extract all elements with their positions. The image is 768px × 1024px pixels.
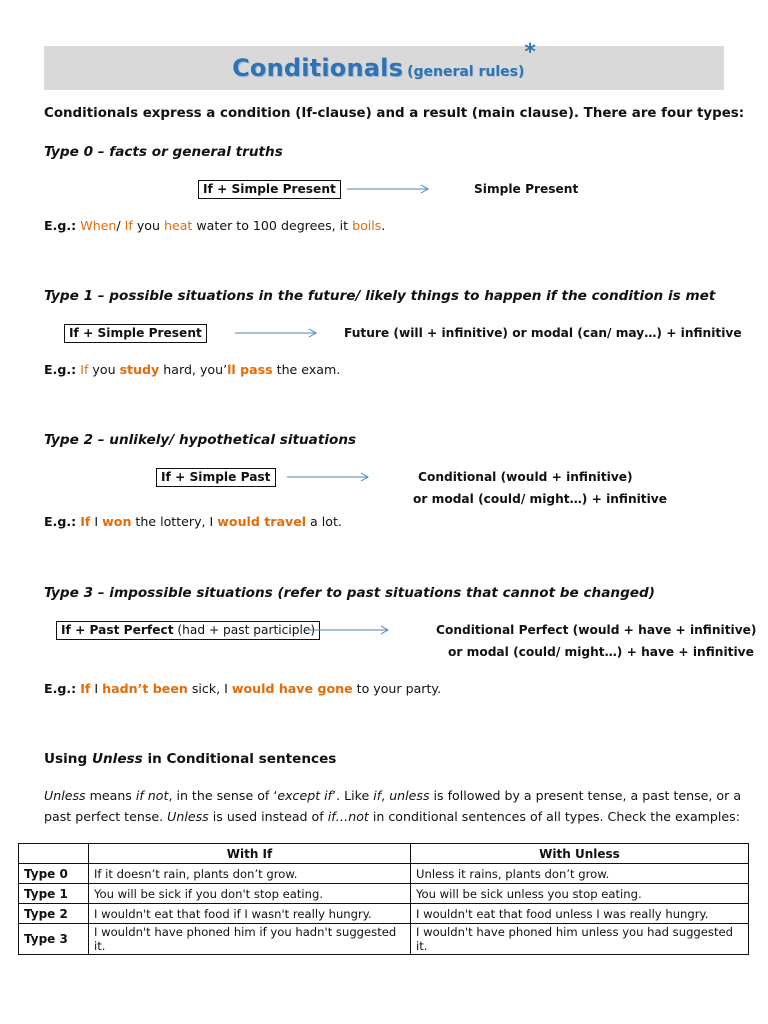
title-banner	[44, 40, 724, 90]
example-text: I	[90, 681, 103, 696]
row-type-label: Type 1	[19, 884, 89, 904]
para-part: if…not	[327, 809, 369, 824]
cell-with-unless: Unless it rains, plants don’t grow.	[411, 864, 749, 884]
table-row	[19, 924, 749, 955]
example-text: I	[90, 514, 103, 529]
type0-formula-box: If + Simple Present	[198, 180, 341, 199]
type3-arrow	[306, 625, 392, 635]
cell-with-if: I wouldn't eat that food if I wasn't really hungry.	[89, 904, 411, 924]
type2-arrow	[286, 472, 372, 482]
heading-part: Using	[44, 751, 92, 767]
type2-result-line1: Conditional (would + infinitive)	[418, 470, 633, 484]
type3-formula-note: (had + past participle)	[173, 623, 316, 637]
cell-with-unless: I wouldn't have phoned him unless you had suggested it.	[411, 924, 749, 955]
example-text: .	[381, 218, 386, 233]
example-keyword: won	[102, 514, 132, 529]
type1-result: Future (will + infinitive) or modal (can/ may…) + infinitive	[344, 326, 742, 340]
page-subtitle: (general rules)	[407, 64, 525, 80]
para-part: Unless	[167, 809, 209, 824]
type2-heading: Type 2 – unlikely/ hypothetical situations	[44, 432, 357, 448]
para-part: except if	[277, 788, 333, 803]
type1-formula-box: If + Simple Present	[64, 324, 207, 343]
para-part: past perfect tense.	[44, 809, 168, 824]
type0-result: Simple Present	[474, 182, 579, 196]
conditionals-table	[18, 843, 749, 955]
title-asterisk: *	[524, 40, 536, 65]
example-keyword: hadn’t been	[102, 681, 188, 696]
example-label: E.g.:	[44, 681, 77, 696]
type2-formula-box: If + Simple Past	[156, 468, 276, 487]
example-keyword: If	[80, 681, 91, 696]
type3-result-line2: or modal (could/ might…) + have + infinitive	[448, 645, 754, 659]
example-text: the lottery, I	[131, 514, 218, 529]
example-keyword: boils	[352, 218, 382, 233]
example-keyword: If	[124, 218, 133, 233]
page-title: Conditionals	[232, 54, 404, 82]
para-part: Unless	[44, 788, 86, 803]
para-part: ’. Like	[332, 788, 374, 803]
type0-arrow	[346, 184, 432, 194]
example-label: E.g.:	[44, 218, 77, 233]
type0-heading: Type 0 – facts or general truths	[44, 144, 283, 160]
column-header-with-unless: With Unless	[411, 844, 749, 864]
para-part: means	[85, 788, 136, 803]
heading-part: Unless	[91, 751, 143, 767]
example-text: the exam.	[272, 362, 341, 377]
example-keyword: When	[80, 218, 117, 233]
example-keyword: study	[119, 362, 160, 377]
example-keyword: would travel	[217, 514, 307, 529]
type3-formula-box	[56, 621, 320, 640]
heading-part: in Conditional sentences	[142, 751, 337, 767]
para-part: unless	[389, 788, 430, 803]
example-text: sick, I	[187, 681, 232, 696]
unless-paragraph-line2	[44, 809, 740, 824]
table-row	[19, 904, 749, 924]
example-text: water to 100 degrees, it	[192, 218, 353, 233]
type3-result-line1: Conditional Perfect (would + have + infinitive)	[436, 623, 757, 637]
example-label: E.g.:	[44, 362, 77, 377]
example-text: a lot.	[306, 514, 342, 529]
example-keyword: heat	[163, 218, 193, 233]
para-part: in conditional sentences of all types. Check the examples:	[368, 809, 740, 824]
column-header-type	[19, 844, 89, 864]
unless-section-heading	[44, 751, 336, 767]
cell-with-if: You will be sick if you don't stop eating.	[89, 884, 411, 904]
type2-example	[44, 514, 342, 529]
intro-text: Conditionals express a condition (If-clause) and a result (main clause). There are four types:	[44, 106, 745, 121]
row-type-label: Type 0	[19, 864, 89, 884]
cell-with-if: If it doesn’t rain, plants don’t grow.	[89, 864, 411, 884]
row-type-label: Type 2	[19, 904, 89, 924]
unless-paragraph-line1	[44, 788, 741, 803]
example-keyword: If	[80, 514, 91, 529]
type3-formula-main: If + Past Perfect	[61, 623, 174, 637]
type0-example	[44, 218, 385, 233]
para-part: , in the sense of ‘	[168, 788, 278, 803]
example-keyword: would have gone	[231, 681, 353, 696]
table-row	[19, 864, 749, 884]
type3-example	[44, 681, 441, 696]
para-part: is followed by a present tense, a past tense, or a	[429, 788, 742, 803]
column-header-with-if: With If	[89, 844, 411, 864]
para-part: if not	[135, 788, 169, 803]
example-text: you	[88, 362, 120, 377]
type2-result-line2: or modal (could/ might…) + infinitive	[413, 492, 668, 506]
cell-with-unless: You will be sick unless you stop eating.	[411, 884, 749, 904]
para-part: is used instead of	[208, 809, 328, 824]
row-type-label: Type 3	[19, 924, 89, 955]
table-row	[19, 884, 749, 904]
type1-arrow	[234, 328, 320, 338]
example-text: hard, you’	[159, 362, 228, 377]
cell-with-unless: I wouldn't eat that food unless I was really hungry.	[411, 904, 749, 924]
type3-heading: Type 3 – impossible situations (refer to past situations that cannot be changed)	[44, 585, 655, 601]
example-text: to your party.	[352, 681, 442, 696]
example-text: you	[132, 218, 164, 233]
table-header-row	[19, 844, 749, 864]
example-text: /	[116, 218, 125, 233]
type1-heading: Type 1 – possible situations in the future/ likely things to happen if the condition is met	[44, 288, 716, 304]
example-label: E.g.:	[44, 514, 77, 529]
para-part: if	[373, 788, 382, 803]
cell-with-if: I wouldn't have phoned him if you hadn't suggested it.	[89, 924, 411, 955]
example-keyword: ll pass	[227, 362, 273, 377]
para-part: ,	[381, 788, 390, 803]
type1-example	[44, 362, 340, 377]
example-keyword: If	[80, 362, 89, 377]
